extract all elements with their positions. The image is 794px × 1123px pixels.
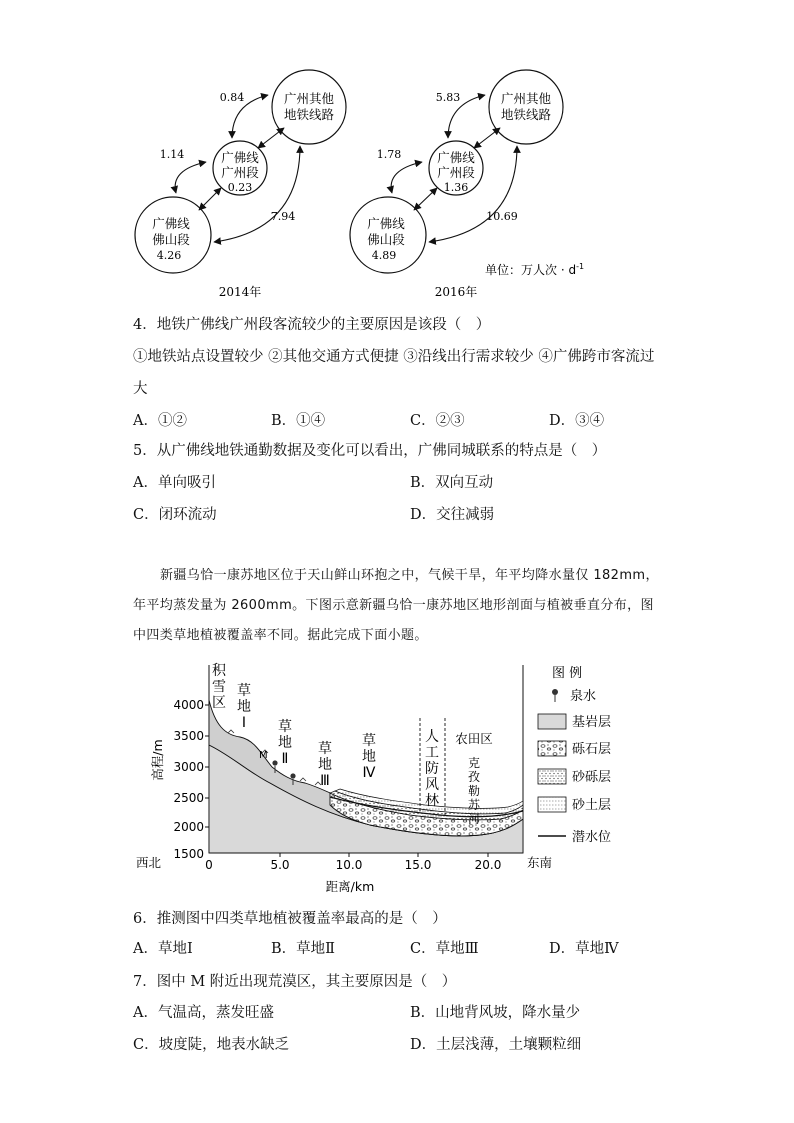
svg-text:草: 草 [278, 719, 292, 735]
svg-text:基岩层: 基岩层 [572, 715, 612, 730]
edge-value-gz-fs: 1.78 [376, 148, 402, 161]
svg-text:防: 防 [425, 761, 439, 777]
zone-grass-2-label [278, 719, 292, 767]
zone-grass-1-label [237, 683, 251, 731]
node-other-label-2: 地铁线路 [500, 107, 552, 122]
q6-stem: 6．推测图中四类草地植被覆盖率最高的是（ ） [133, 911, 447, 927]
q6-option-c[interactable]: C．草地Ⅲ [410, 941, 479, 957]
zone-snow-label [212, 663, 227, 711]
node-fs-label-1: 广佛线 [152, 216, 190, 231]
svg-text:Ⅲ: Ⅲ [320, 773, 330, 789]
svg-text:地: 地 [318, 757, 332, 773]
q5-option-c[interactable]: C．闭环流动 [133, 507, 217, 523]
svg-text:区: 区 [212, 695, 226, 711]
node-gz-label-2: 广州段 [221, 165, 259, 180]
x-tick: 10.0 [335, 858, 363, 872]
q6-option-b[interactable]: B．草地Ⅱ [271, 941, 336, 957]
node-gz-label-1: 广佛线 [437, 150, 475, 165]
commuter-network-figure [0, 0, 794, 310]
zone-forest-label [425, 729, 439, 809]
svg-text:工: 工 [425, 745, 439, 761]
edge-gz-fs-2016 [391, 162, 422, 193]
y-tick: 3000 [173, 760, 204, 774]
svg-text:泉水: 泉水 [570, 689, 597, 704]
q4-option-a[interactable]: A．①② [133, 413, 187, 429]
node-gz-label-2: 广州段 [437, 165, 475, 180]
node-fs-value: 4.26 [156, 249, 182, 262]
unit-label: 单位：万人次 · $d^{-1}$ [485, 262, 585, 277]
passage-line-1: 新疆乌恰一康苏地区位于天山鲜山环抱之中，气候干旱，年平均降水量仅 182mm， [160, 568, 659, 583]
x-ticks [205, 853, 501, 872]
zone-grass-3-label [318, 741, 332, 789]
q4-option-c[interactable]: C．②③ [410, 413, 465, 429]
svg-text:积: 积 [212, 663, 226, 679]
y-tick: 4000 [173, 698, 204, 712]
legend-title: 图 例 [552, 666, 583, 681]
svg-text:雪: 雪 [212, 679, 226, 695]
edge-value-gz-other: 5.83 [435, 91, 461, 104]
q4-option-d[interactable]: D．③④ [549, 413, 605, 429]
legend [538, 666, 611, 845]
y-ticks [173, 698, 209, 861]
svg-text:草: 草 [237, 683, 251, 699]
q5-stem: 5．从广佛线地铁通勤数据及变化可以看出，广佛同城联系的特点是（ ） [133, 443, 607, 459]
legend-item-water-table [538, 829, 611, 845]
edge-value-gz-other: 0.84 [219, 91, 245, 104]
node-fs-label-2: 佛山段 [152, 232, 190, 247]
svg-text:砂砾层: 砂砾层 [572, 770, 612, 785]
y-tick: 2500 [173, 791, 204, 805]
svg-text:人: 人 [425, 729, 439, 745]
legend-item-bedrock [538, 714, 611, 730]
y-tick: 2000 [173, 820, 204, 834]
edge-value-gz-fs: 1.14 [159, 148, 185, 161]
q5-option-b[interactable]: B．双向互动 [410, 475, 494, 491]
node-fs-value: 4.89 [371, 249, 397, 262]
zone-farmland-label: 农田区 [455, 731, 493, 746]
year-label-2014: 2014年 [218, 285, 262, 299]
q7-option-b[interactable]: B．山地背风坡，降水量少 [410, 1005, 581, 1021]
svg-text:草: 草 [362, 733, 376, 749]
node-fs-label-2: 佛山段 [367, 232, 405, 247]
q6-option-a[interactable]: A．草地Ⅰ [133, 941, 193, 957]
zone-grass-4-label [362, 733, 376, 781]
terrain-profile-figure [0, 655, 794, 900]
river-label [468, 756, 481, 826]
svg-text:Ⅳ: Ⅳ [362, 765, 376, 781]
q7-option-c[interactable]: C．坡度陡，地表水缺乏 [133, 1037, 290, 1053]
edge-gz-other-direct-2014 [258, 128, 284, 148]
node-other-label-1: 广州其他 [500, 91, 552, 106]
svg-text:地: 地 [278, 735, 292, 751]
year-label-2016: 2016年 [434, 285, 478, 299]
corner-northwest: 西北 [136, 855, 162, 870]
q5-option-a[interactable]: A．单向吸引 [133, 475, 216, 491]
q4-stem: 4．地铁广佛线广州段客流较少的主要原因是该段（ ） [133, 317, 491, 333]
x-tick: 0 [205, 858, 213, 872]
edge-gz-fs-direct-2016 [414, 188, 437, 210]
q7-option-a[interactable]: A．气温高，蒸发旺盛 [133, 1005, 274, 1021]
svg-text:Ⅱ: Ⅱ [281, 751, 289, 767]
svg-text:勒: 勒 [467, 784, 481, 798]
svg-text:地: 地 [237, 699, 251, 715]
node-other-label-1: 广州其他 [283, 91, 335, 106]
node-fs-label-1: 广佛线 [367, 216, 405, 231]
spring-icon [552, 689, 558, 702]
svg-text:潜水位: 潜水位 [572, 830, 612, 845]
node-gz-value: 0.23 [227, 181, 253, 194]
svg-text:风: 风 [425, 777, 439, 793]
x-tick: 20.0 [474, 858, 502, 872]
edge-gz-fs-2014 [175, 162, 206, 193]
edge-gz-other-direct-2016 [474, 128, 500, 148]
node-gz-value: 1.36 [443, 181, 469, 194]
q7-option-d[interactable]: D．土层浅薄，土壤颗粒细 [410, 1037, 582, 1053]
x-tick: 5.0 [270, 858, 290, 872]
edge-value-fs-other: 7.94 [270, 210, 296, 223]
y-tick: 1500 [173, 847, 204, 861]
svg-text:苏: 苏 [467, 798, 481, 812]
passage-line-3: 中四类草地植被覆盖率不同。据此完成下面小题。 [133, 628, 428, 643]
svg-text:地: 地 [362, 749, 376, 765]
q4-option-b[interactable]: B．①④ [271, 413, 326, 429]
node-other-label-2: 地铁线路 [283, 107, 335, 122]
legend-item-gravel [538, 741, 611, 757]
edge-value-fs-other: 10.69 [486, 210, 518, 223]
svg-text:砂土层: 砂土层 [572, 798, 612, 813]
q7-stem: 7．图中 M 附近出现荒漠区，其主要原因是（ ） [133, 974, 457, 990]
svg-text:孜: 孜 [467, 770, 481, 784]
network-diagram-2014 [135, 70, 346, 299]
svg-text:河: 河 [467, 812, 481, 826]
svg-text:克: 克 [467, 756, 481, 770]
svg-text:Ⅰ: Ⅰ [241, 715, 247, 731]
q4-statements-line2: 大 [133, 381, 148, 397]
x-axis-label: 距离/km [325, 879, 375, 894]
node-gz-label-1: 广佛线 [221, 150, 259, 165]
y-tick: 3500 [173, 729, 204, 743]
svg-text:砾石层: 砾石层 [572, 742, 612, 757]
m-point-label: M [259, 750, 268, 761]
legend-item-spring [552, 688, 596, 704]
q4-statements-line1: ①地铁站点设置较少 ②其他交通方式便捷 ③沿线出行需求较少 ④广佛跨市客流过 [133, 349, 655, 365]
network-diagram-2016 [350, 70, 584, 299]
legend-item-sandsoil [538, 797, 611, 813]
q6-option-d[interactable]: D．草地Ⅳ [549, 941, 619, 957]
y-axis-label: 高程/m [150, 739, 165, 781]
q5-option-d[interactable]: D．交往减弱 [410, 507, 495, 523]
edge-gz-fs-direct-2014 [199, 188, 221, 210]
x-tick: 15.0 [404, 858, 432, 872]
passage-line-2: 年平均蒸发量为 2600mm。下图示意新疆乌恰一康苏地区地形剖面与植被垂直分布，图 [133, 598, 654, 613]
svg-text:草: 草 [318, 741, 332, 757]
legend-item-sandgravel [538, 769, 611, 785]
corner-southeast: 东南 [527, 855, 553, 870]
svg-text:林: 林 [425, 793, 439, 809]
